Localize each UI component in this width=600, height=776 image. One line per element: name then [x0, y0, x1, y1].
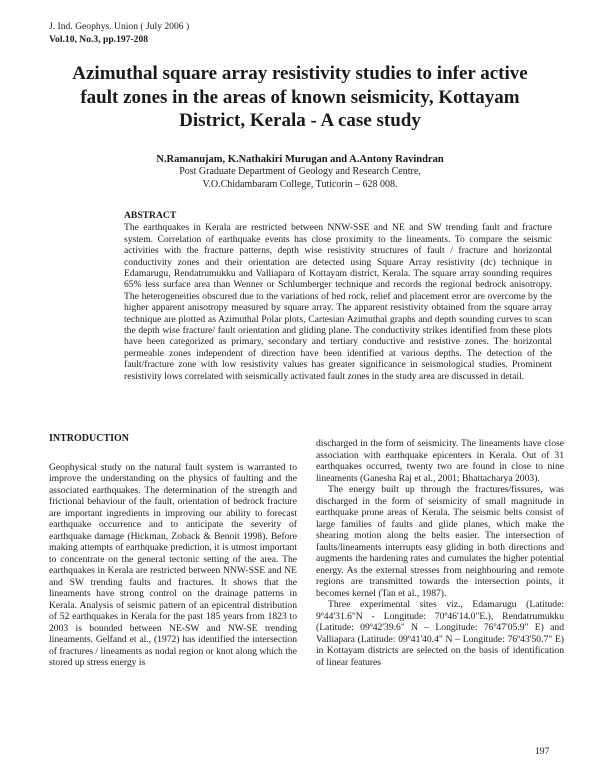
paragraph: Geophysical study on the natural fault system is warranted to improve the understanding on the physics of faulting and the associated earthquakes. The determination of the strength and frictional behaviour of the fault, orientation of bedrock fracture are important ingredients in improving our ability to forecast earthquake occurrence and to anticipate the severity of earthquake damage (Hickman, Zoback & Benoit 1998). Before making attempts of earthquake prediction, it is utmost important to concentrate on the general tectonic setting of the area. The earthquakes in Kerala are restricted between NNW-SSE and NE and SW trending faults and fractures. It shows that the lineaments have strong control on the drainage patterns in Kerala. Analysis of seismic pattern of an epicentral distribution of 52 earthquakes in Kerala for the past 185 years from 1823 to 2003 is bounded between NE-SW and NW-SE trending lineaments. Gelfand et al., (1972) has identified the intersection of fractures / lineaments as nodal region or knot along which the stored up stress energy is	[49, 461, 297, 668]
journal-name: J. Ind. Geophys. Union ( July 2006 )	[49, 21, 190, 32]
left-column	[49, 433, 297, 669]
introduction-heading: INTRODUCTION	[49, 433, 130, 444]
affiliation-line-1: Post Graduate Department of Geology and Research Centre,	[179, 166, 421, 177]
abstract-section	[124, 210, 552, 382]
affiliation-line-2: V.O.Chidambaram College, Tuticorin – 628 008.	[202, 178, 398, 190]
journal-citation	[49, 20, 189, 46]
article-title: Azimuthal square array resistivity studies to infer active fault zones in the areas of known seismicity, Kottayam District, Kerala - A case study	[72, 63, 528, 131]
affiliation	[60, 166, 540, 191]
abstract-body: The earthquakes in Kerala are restricted between NNW-SSE and NE and SW trending fault and fracture system. Correlation of earthquake events has close proximity to the lineaments. To compare the seismic activities with the fracture patterns, depth wise resistivity structures of fault / fracture and horizontal conductivity zones and their orientation are detected using Square Array resistivity (dc) technique in Edamarugu, Rendatrumukku and Valliapara of Kottayam district, Kerala. The square array sounding requires 65% less surface area than Wenner or Schlumberger technique and records the regional bedrock anisotropy. The heterogeneities obscured due to the variations of bed rock, relief and placement error are overcome by the higher apparent anisotropy measured by square array. The apparent resistivity obtained from the square array technique are plotted as Azimuthal Polar plots, Cartesian Azimuthal graphs and depth sounding curves to scan the depth wise fracture/ fault orientation and gliding plane. The conductivity strikes identified from these plots have been categorized as primary, secondary and tertiary conductive and resistive zones. The horizontal permeable zones independent of direction have been identified at various depths. The detection of the fault/fracture zone with low resistivity values has greater significance in seismological studies. Prominent resistivity lows correlated with seismically activated fault zones in the study area are discussed in detail.	[124, 222, 552, 382]
journal-volume: Vol.10, No.3, pp.197-208	[49, 34, 149, 45]
page-number: 197	[535, 746, 550, 757]
paragraph: Three experimental sites viz., Edamarugu (Latitude: 9º44'31.6"N - Longitude: 70º46'14.0"E.), Rendatrumukku (Latitude: 09º42'39.6" N – Longitude: 76º47'05.9" E) and Valliapara (Latitude: 09º41'40.4" N – Longitude: 76º43'50.7" E) in Kottayam districts are selected on the basis of identification of linear features	[316, 599, 564, 668]
abstract-heading: ABSTRACT	[124, 210, 177, 221]
right-column	[316, 438, 564, 668]
paragraph: discharged in the form of seismicity. The lineaments have close association with earthquake epicenters in Kerala. Out of 31 earthquakes occurred, twenty two are found in close to nine lineaments (Ganesha Raj et al., 2001; Bhattacharya 2003).	[316, 438, 564, 484]
paragraph: The energy built up through the fractures/fissures, was discharged in the form of seismicity of small magnitude in earthquake prone areas of Kerala. The seismic belts consist of large families of faults and glide planes, which make the shearing motion along the belts easier. The intersection of faults/lineaments interrupts easy gliding in both directions and augments the hardening rates and cumulates the higher potential energy. As the external stresses from neighbouring and remote regions are transmitted towards the intersection points, it becomes kernel (Tan et al., 1987).	[316, 484, 564, 599]
author-list: N.Ramanujam, K.Nathakiri Murugan and A.Antony Ravindran	[156, 154, 444, 165]
